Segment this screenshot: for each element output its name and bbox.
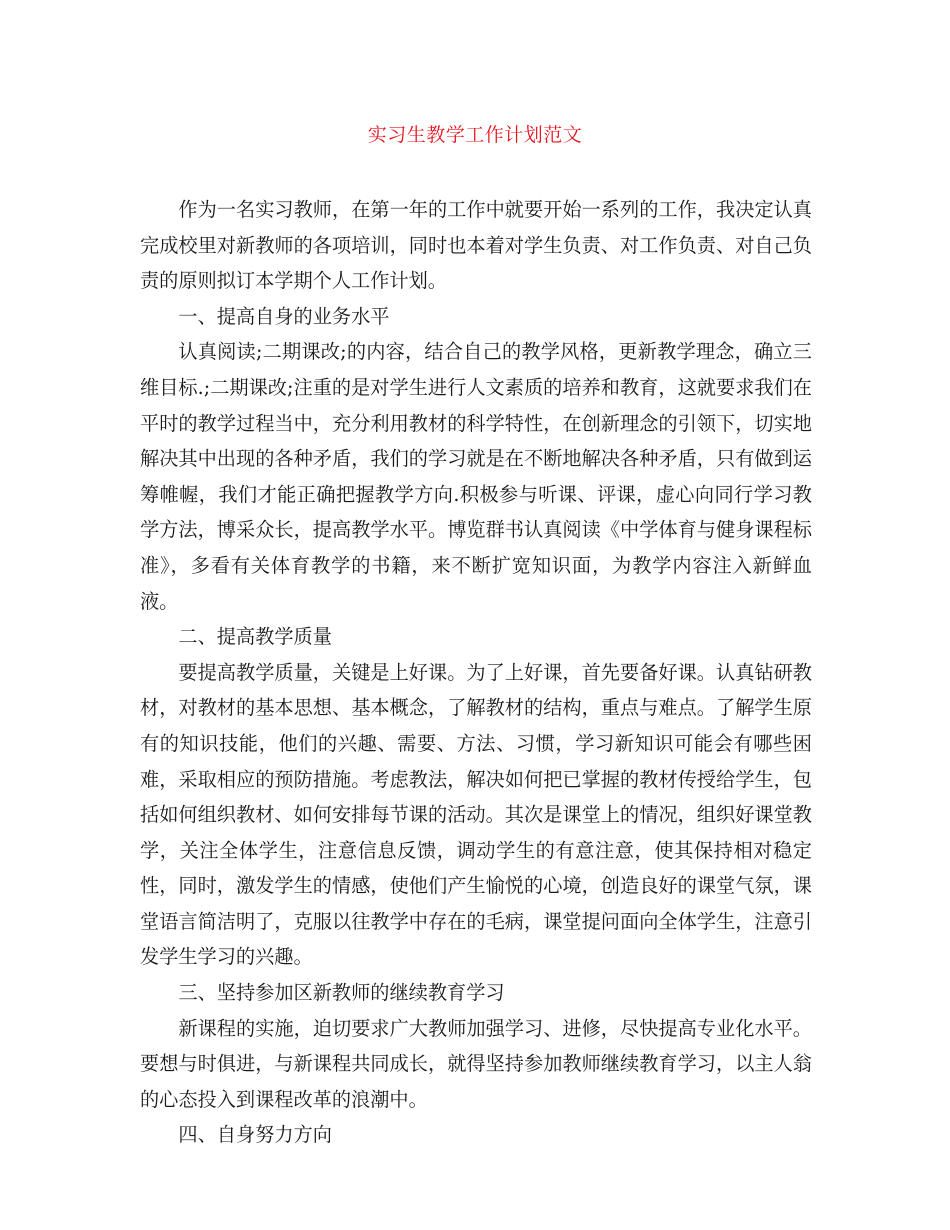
section-paragraph-1: 认真阅读;二期课改;的内容，结合自己的教学风格，更新教学理念，确立三维目标.;二期课改;注重的是对学生进行人文素质的培养和教育，这就要求我们在平时的教学过程当中，充分利用教材的科学特性，在创新理念的引领下，切实地解决其中出现的各种矛盾，我们的学习就是在不断地解决各种矛盾，只有做到运筹帷幄，我们才能正确把握教学方向.积极参与听课、评课，虚心向同行学习教学方法，博采众长，提高教学水平。博览群书认真阅读《中学体育与健身课程标准》，多看有关体育教学的书籍，来不断扩宽知识面，为教学内容注入新鲜血液。 — [140, 340, 812, 613]
intro-paragraph: 作为一名实习教师，在第一年的工作中就要开始一系列的工作，我决定认真完成校里对新教师的各项培训，同时也本着对学生负责、对工作负责、对自己负责的原则拟订本学期个人工作计划。 — [140, 198, 812, 293]
section-paragraph-2: 要提高教学质量，关键是上好课。为了上好课，首先要备好课。认真钻研教材，对教材的基本思想、基本概念，了解教材的结构，重点与难点。了解学生原有的知识技能，他们的兴趣、需要、方法、习惯，学习新知识可能会有哪些困难，采取相应的预防措施。考虑教法，解决如何把已掌握的教材传授给学生，包括如何组织教材、如何安排每节课的活动。其次是课堂上的情况，组织好课堂教学，关注全体学生，注意信息反馈，调动学生的有意注意，使其保持相对稳定性，同时，激发学生的情感，使他们产生愉悦的心境，创造良好的课堂气氛，课堂语言简洁明了，克服以往教学中存在的毛病，课堂提问面向全体学生，注意引发学生学习的兴趣。 — [140, 660, 812, 969]
section-heading-4: 四、自身努力方向 — [178, 1123, 332, 1147]
document-title: 实习生教学工作计划范文 — [367, 124, 583, 146]
section-heading-2: 二、提高教学质量 — [178, 625, 332, 649]
section-paragraph-3: 新课程的实施，迫切要求广大教师加强学习、进修，尽快提高专业化水平。要想与时俱进，与新课程共同成长，就得坚持参加教师继续教育学习，以主人翁的心态投入到课程改革的浪潮中。 — [140, 1016, 812, 1111]
document-body — [140, 192, 812, 1153]
section-heading-1: 一、提高自身的业务水平 — [178, 304, 390, 328]
section-heading-3: 三、坚持参加区新教师的继续教育学习 — [178, 981, 505, 1005]
